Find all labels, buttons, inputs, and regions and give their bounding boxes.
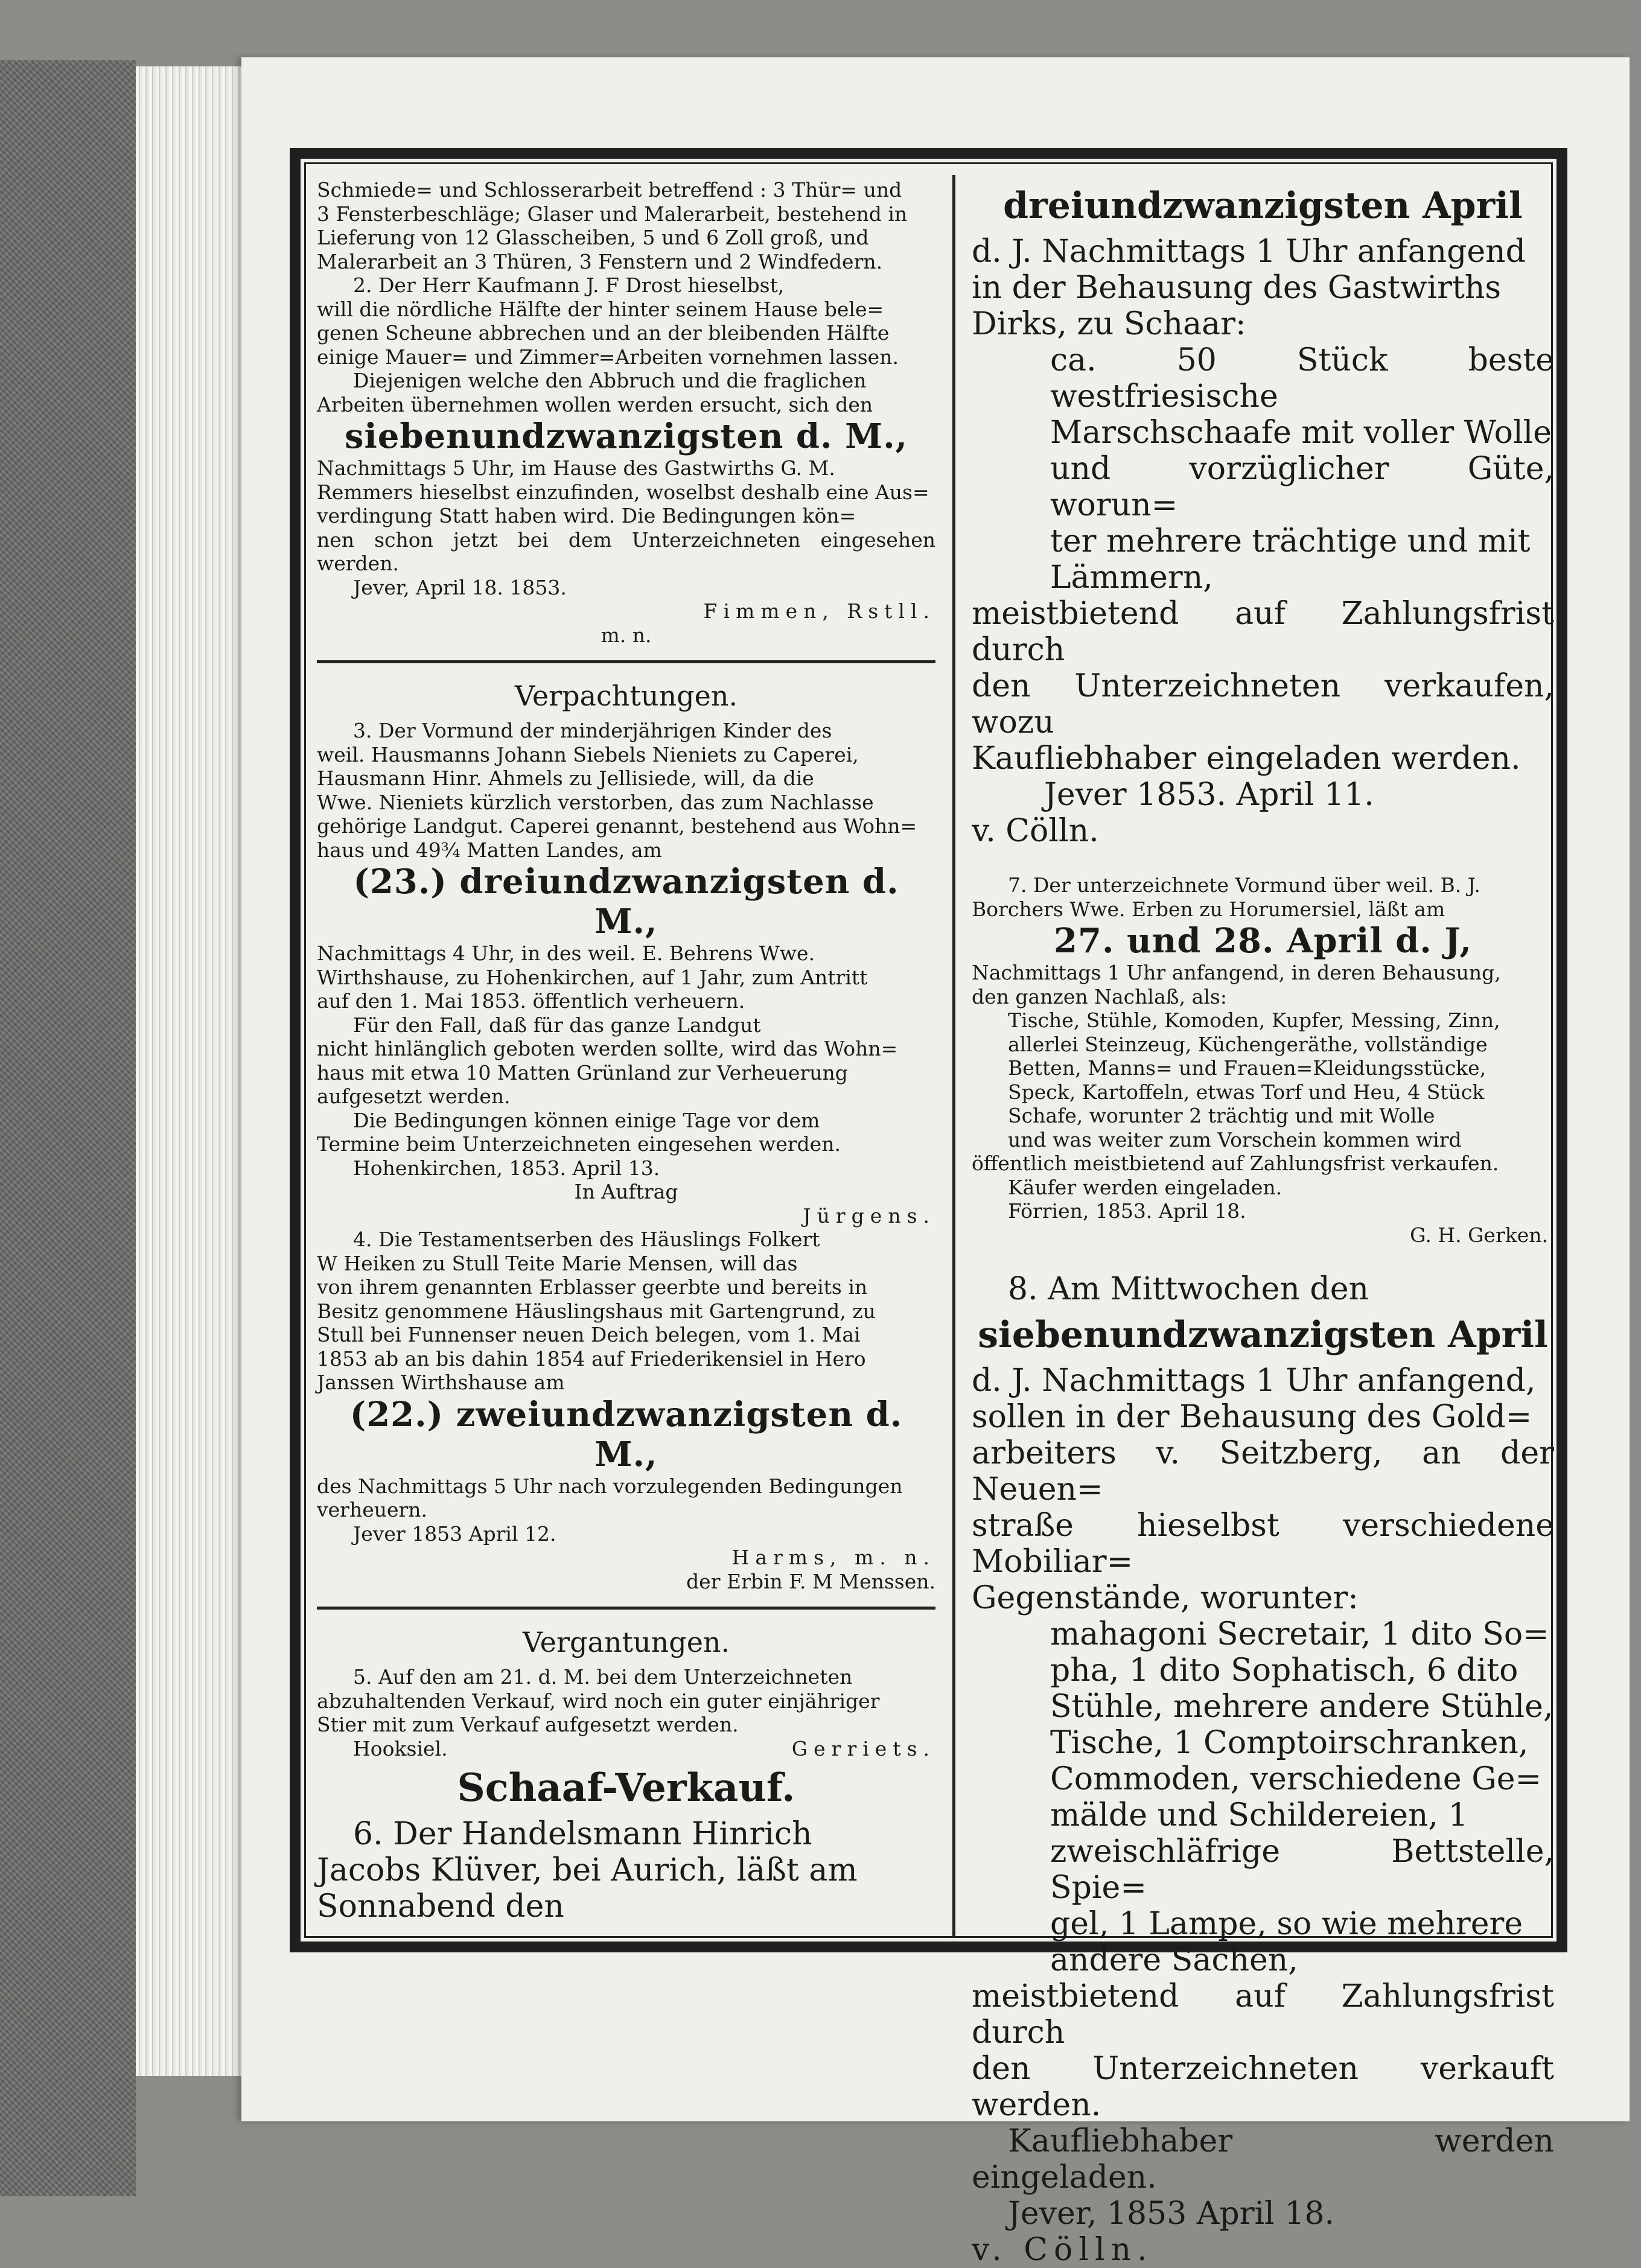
spacer (972, 849, 1554, 873)
signature: Fimmen, Rstll. (703, 599, 935, 623)
text-line: Förrien, 1853. April 18. (1008, 1199, 1246, 1223)
text-line: Tische, Stühle, Komoden, Kupfer, Messing, Zinn, (1008, 1008, 1500, 1032)
notice-block-1 (317, 178, 935, 647)
text-line: 7. Der unterzeichnete Vormund über weil. B. J. (1008, 873, 1480, 897)
text-line: In Auftrag (574, 1180, 678, 1203)
book-cover-edge (0, 60, 136, 2196)
place: Hooksiel. (353, 1736, 448, 1760)
date-heading: (22.) zweiundzwanzigsten d. M., (349, 1394, 903, 1474)
text-line: 2. Der Herr Kaufmann J. F Drost hieselbst, (353, 273, 785, 297)
text-line: Borchers Wwe. Erben zu Horumersiel, läßt am (972, 897, 1445, 921)
text-line: Jever 1853. April 11. (1044, 777, 1374, 813)
notice-item-7 (972, 873, 1554, 1247)
text-line: gehörige Landgut. Caperei genannt, bestehend aus Wohn= (317, 814, 917, 838)
text-line: Lämmern, (1050, 559, 1213, 596)
section-rule (317, 660, 935, 663)
text-line: Diejenigen welche den Abbruch und die fraglichen (353, 369, 867, 392)
text-line: nen schon jetzt bei dem Unterzeichneten eingesehen werden. (317, 527, 935, 575)
date-heading: siebenundzwanzigsten April (978, 1314, 1548, 1356)
text-line: aufgesetzt werden. (317, 1085, 511, 1108)
text-line: Jever 1853 April 12. (353, 1521, 556, 1546)
text-line: auf den 1. Mai 1853. öffentlich verheuern. (317, 989, 745, 1013)
text-line: 6. Der Handelsmann Hinrich (353, 1816, 812, 1852)
signature-note: der Erbin F. M Menssen. (686, 1569, 935, 1593)
text-line: Remmers hieselbst einzufinden, woselbst deshalb eine Aus= (317, 480, 929, 504)
text-line: 5. Auf den am 21. d. M. bei dem Unterzeichneten (353, 1665, 853, 1689)
sheep-sale-continued (972, 182, 1554, 849)
text-line: 3 Fensterbeschläge; Glaser und Malerarbeit, bestehend in (317, 202, 908, 226)
text-line: meistbietend auf Zahlungsfrist durch (972, 596, 1554, 668)
text-line: Käufer werden eingeladen. (1008, 1175, 1283, 1199)
text-line: sollen in der Behausung des Gold= (972, 1399, 1532, 1435)
text-line: abzuhaltenden Verkauf, wird noch ein guter einjähriger (317, 1689, 880, 1713)
text-line: Nachmittags 5 Uhr, im Hause des Gastwirths G. M. (317, 456, 835, 480)
section-heading: Verpachtungen. (514, 680, 738, 712)
text-line: allerlei Steinzeug, Küchengeräthe, vollständige (1008, 1032, 1488, 1056)
signature-note: m. n. (601, 623, 652, 647)
text-line: haus und 49¾ Matten Landes, am (317, 838, 662, 862)
spacer (972, 1247, 1554, 1271)
right-column (972, 178, 1554, 2268)
text-line: Arbeiten übernehmen wollen werden ersucht, sich den (317, 392, 873, 416)
date-heading: (23.) dreiundzwanzigsten d. M., (353, 862, 899, 941)
text-line: will die nördliche Hälfte der hinter seinem Hause bele= (317, 297, 884, 321)
text-line: in der Behausung des Gastwirths (972, 270, 1502, 306)
text-line: öffentlich meistbietend auf Zahlungsfrist verkaufen. (972, 1152, 1499, 1175)
text-line: straße hieselbst verschiedene Mobiliar= (972, 1508, 1554, 1580)
text-line: weil. Hausmanns Johann Siebels Nieniets zu Caperei, (317, 742, 859, 766)
text-line: Jever, April 18. 1853. (353, 575, 567, 599)
text-line: Tische, 1 Comptoirschranken, (1050, 1725, 1529, 1761)
column-divider (952, 175, 955, 1937)
text-line: mahagoni Secretair, 1 dito So= (1050, 1616, 1549, 1652)
text-line: ca. 50 Stück beste westfriesische (1050, 342, 1554, 415)
signature: Jürgens. (803, 1203, 935, 1228)
text-line: 3. Der Vormund der minderjährigen Kinder des (353, 719, 832, 742)
text-line: ter mehrere trächtige und mit (1050, 523, 1531, 559)
text-line: nicht hinlänglich geboten werden sollte, wird das Wohn= (317, 1037, 898, 1060)
text-line: Gegenstände, worunter: (972, 1580, 1359, 1616)
section-rule (317, 1607, 935, 1610)
text-line: Für den Fall, daß für das ganze Landgut (353, 1013, 761, 1037)
section-heading: Vergantungen. (522, 1626, 730, 1658)
text-line: Dirks, zu Schaar: (972, 306, 1246, 342)
text-line: zweischläfrige Bettstelle, Spie= (1050, 1833, 1554, 1906)
text-line: pha, 1 dito Sophatisch, 6 dito (1050, 1652, 1518, 1689)
text-line: Kaufliebhaber eingeladen werden. (972, 741, 1521, 777)
text-line: und was weiter zum Vorschein kommen wird (1008, 1127, 1462, 1152)
section-vergantungen (317, 1624, 935, 1760)
text-line: andere Sachen, (1050, 1942, 1298, 1978)
text-line: Wirthshause, zu Hohenkirchen, auf 1 Jahr, zum Antritt (317, 965, 868, 989)
text-line: Malerarbeit an 3 Thüren, 3 Fenstern und 2 Windfedern. (317, 249, 883, 273)
text-line: Jever, 1853 April 18. (1008, 2196, 1335, 2232)
text-line: 8. Am Mittwochen den (1008, 1271, 1369, 1307)
text-line: Commoden, verschiedene Ge= (1050, 1761, 1542, 1797)
signature: G. H. Gerken. (1410, 1223, 1548, 1247)
text-line: mälde und Schildereien, 1 (1050, 1797, 1468, 1833)
text-line: Hausmann Hinr. Ahmels zu Jellisiede, will, da die (317, 766, 814, 790)
text-line: Jacobs Klüver, bei Aurich, läßt am (317, 1852, 858, 1888)
text-line: Besitz genommene Häuslingshaus mit Gartengrund, zu (317, 1299, 876, 1323)
text-line: Termine beim Unterzeichneten eingesehen werden. (317, 1132, 841, 1156)
text-line: den ganzen Nachlaß, als: (972, 984, 1227, 1008)
sheep-sale-notice (317, 1764, 935, 1925)
notice-item-8 (972, 1271, 1554, 2268)
text-line: Betten, Manns= und Frauen=Kleidungsstücke, (1008, 1056, 1486, 1080)
text-line: Wwe. Nieniets kürzlich verstorben, das zum Nachlasse (317, 790, 874, 814)
date-heading: dreiundzwanzigsten April (1003, 185, 1523, 227)
text-line: genen Scheune abbrechen und an der bleibenden Hälfte (317, 321, 890, 345)
text-line: Hohenkirchen, 1853. April 13. (353, 1156, 660, 1180)
text-line: Die Bedingungen können einige Tage vor dem (353, 1108, 820, 1132)
text-line: Kaufliebhaber werden eingeladen. (972, 2123, 1554, 2196)
text-line: Lieferung von 12 Glasscheiben, 5 und 6 Zoll groß, und (317, 226, 869, 249)
left-column (317, 178, 935, 1925)
text-line: und vorzüglicher Güte, worun= (1050, 451, 1554, 523)
text-line: Nachmittags 1 Uhr anfangend, in deren Behausung, (972, 961, 1501, 984)
section-verpachtungen (317, 678, 935, 1593)
text-line: Marschschaafe mit voller Wolle (1050, 415, 1552, 451)
date-heading: 27. und 28. April d. J, (1054, 921, 1472, 961)
text-line: Schmiede= und Schlosserarbeit betreffend : 3 Thür= und (317, 178, 902, 202)
text-line: den Unterzeichneten verkaufen, wozu (972, 668, 1554, 741)
text-line: verheuern. (317, 1498, 428, 1521)
text-line: von ihrem genannten Erblasser geerbte und bereits in (317, 1275, 868, 1299)
text-line: d. J. Nachmittags 1 Uhr anfangend (972, 234, 1526, 270)
signature: Gerriets. (791, 1736, 935, 1760)
text-line: arbeiters v. Seitzberg, an der Neuen= (972, 1435, 1554, 1508)
text-line: verdingung Statt haben wird. Die Bedingungen kön= (317, 504, 856, 527)
text-line: W Heiken zu Stull Teite Marie Mensen, will das (317, 1251, 798, 1275)
text-line: Sonnabend den (317, 1888, 564, 1925)
text-line: den Unterzeichneten verkauft werden. (972, 2051, 1554, 2123)
text-line: Janssen Wirthshause am (317, 1371, 565, 1394)
text-line: Schafe, worunter 2 trächtig und mit Wolle (1008, 1104, 1435, 1127)
text-line: Stier mit zum Verkauf aufgesetzt werden. (317, 1713, 739, 1736)
text-line: Stull bei Funnenser neuen Deich belegen, vom 1. Mai (317, 1323, 861, 1346)
text-line: Speck, Kartoffeln, etwas Torf und Heu, 4 Stück (1008, 1080, 1485, 1104)
signature: v. Cölln. (972, 2232, 1153, 2268)
text-line: d. J. Nachmittags 1 Uhr anfangend, (972, 1363, 1536, 1399)
text-line: haus mit etwa 10 Matten Grünland zur Verheuerung (317, 1060, 848, 1085)
text-line: einige Mauer= und Zimmer=Arbeiten vornehmen lassen. (317, 345, 899, 369)
date-heading: siebenundzwanzigsten d. M., (344, 416, 908, 456)
text-line: 1853 ab an bis dahin 1854 auf Friederikensiel in Hero (317, 1346, 866, 1371)
signature: Harms, m. n. (731, 1546, 935, 1569)
text-line: meistbietend auf Zahlungsfrist durch (972, 1978, 1554, 2051)
signature: v. Cölln. (972, 813, 1099, 849)
text-line: gel, 1 Lampe, so wie mehrere (1050, 1906, 1523, 1942)
place-signature-row (317, 1737, 935, 1761)
sale-heading: Schaaf-Verkauf. (457, 1765, 795, 1811)
text-line: Stühle, mehrere andere Stühle, (1050, 1689, 1553, 1725)
text-line: Nachmittags 4 Uhr, in des weil. E. Behrens Wwe. (317, 941, 815, 965)
text-line: des Nachmittags 5 Uhr nach vorzulegenden Bedingungen (317, 1474, 903, 1498)
text-line: 4. Die Testamentserben des Häuslings Folkert (353, 1228, 820, 1251)
